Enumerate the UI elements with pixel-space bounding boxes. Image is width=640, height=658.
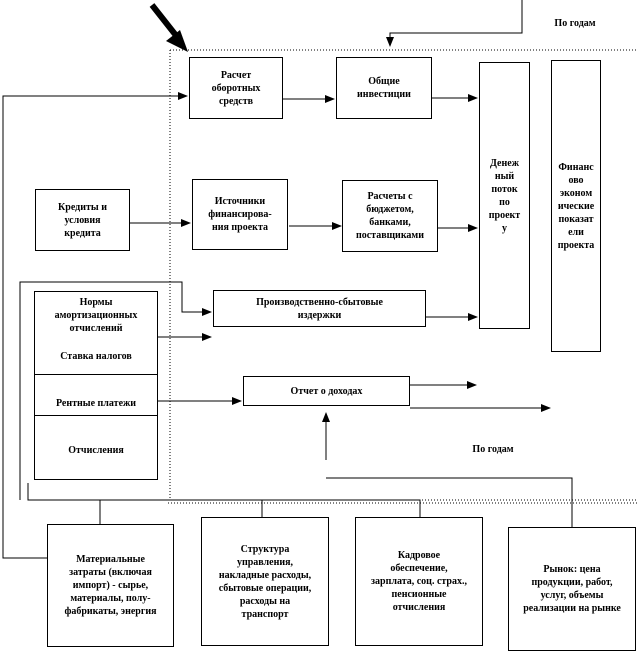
- box-istochniki-finansirovaniya: Источники финансирова- ния проекта: [192, 179, 288, 250]
- label-po-godam-bottom: По годам: [472, 444, 514, 455]
- left-group-divider-1: [35, 374, 157, 375]
- big-pointer-arrowhead: [166, 30, 188, 52]
- box-raschet-oborotnyh-sredstv: Расчет оборотных средств: [189, 57, 283, 119]
- top-years-connector: [390, 0, 522, 46]
- box-kadrovoe-obespechenie: Кадровое обеспечение, зарплата, соц. страх., пенсионные отчисления: [355, 517, 483, 646]
- text-normy: Нормы амортизационных отчислений: [54, 297, 138, 334]
- box-raschety-s-byudzhetom: Расчеты с бюджетом, банками, поставщиками: [342, 180, 438, 252]
- box-materialnye-zatraty: Материальные затраты (включая импорт) - сырье, материалы, полу- фабрикаты, энергия: [47, 524, 174, 647]
- box-rynok: Рынок: цена продукции, работ, услуг, объемы реализации на рынке: [508, 527, 636, 651]
- left-group-divider-2: [35, 415, 157, 416]
- box-finansovo-ekonomicheskie: Финанс ово эконом ические показат ели проекта: [551, 60, 601, 352]
- text-otchisleniya: Отчисления: [68, 445, 124, 456]
- box-left-group: [34, 291, 158, 480]
- text-stavka: Ставка налогов: [60, 351, 132, 362]
- box-obshie-investicii: Общие инвестиции: [336, 57, 432, 119]
- big-pointer-arrow: [152, 5, 178, 38]
- text-rentnye: Рентные платежи: [55, 398, 137, 409]
- box-otchet-o-dohodah: Отчет о доходах: [243, 376, 410, 406]
- box-denezhny-potok: Денеж ный поток по проект у: [479, 62, 530, 329]
- box-kredity: Кредиты и условия кредита: [35, 189, 130, 251]
- label-po-godam-top: По годам: [554, 18, 596, 29]
- box-struktura-upravleniya: Структура управления, накладные расходы, сбытовые операции, расходы на транспорт: [201, 517, 329, 646]
- box-proizvodstvenno-sbytovye: Производственно-сбытовые издержки: [213, 290, 426, 327]
